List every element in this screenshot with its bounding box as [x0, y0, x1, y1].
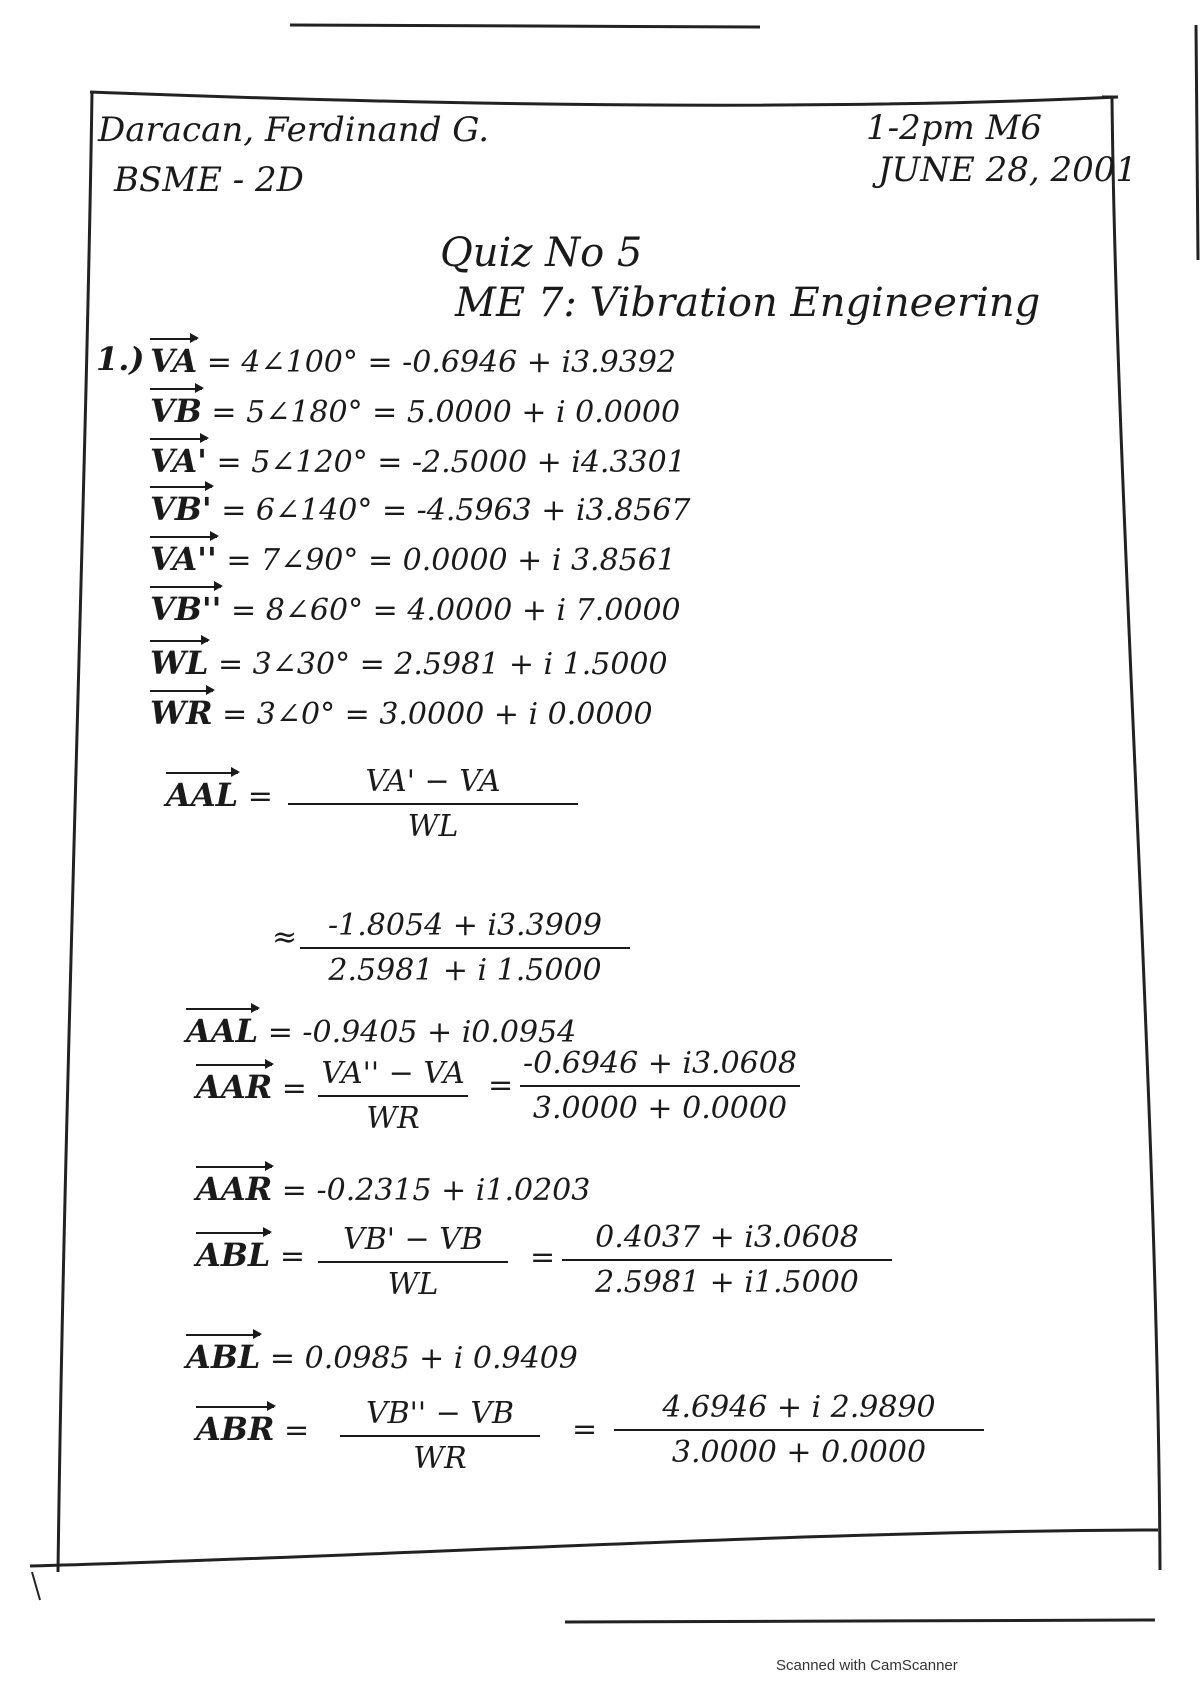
a-br-fraction	[340, 1396, 540, 1476]
result-value: = -0.2315 + i1.0203	[281, 1173, 591, 1208]
given-row: VB'' = 8∠60° = 4.0000 + i 7.0000	[150, 590, 681, 628]
vector-symbol: AAL	[186, 1012, 259, 1050]
equals-sign: =	[488, 1068, 514, 1103]
rect-form: -2.5000 + i4.3301	[411, 445, 686, 480]
a-ar-lhs: AAR =	[196, 1068, 307, 1106]
fraction-denominator: WL	[407, 809, 459, 844]
vector-symbol: WR	[150, 694, 213, 732]
a-al-result	[186, 1012, 576, 1050]
a-ar-subst-fraction	[520, 1046, 800, 1126]
fraction-denominator: 2.5981 + i 1.5000	[328, 953, 602, 988]
rect-form: 3.0000 + i 0.0000	[379, 697, 653, 732]
fraction-denominator: WR	[413, 1441, 467, 1476]
a-br-subst-fraction	[614, 1390, 984, 1470]
fraction-numerator: -1.8054 + i3.3909	[328, 908, 602, 943]
polar-form: 6∠140°	[255, 493, 373, 528]
polar-form: 5∠180°	[246, 395, 363, 430]
given-row: VB = 5∠180° = 5.0000 + i 0.0000	[150, 392, 681, 430]
result-value: 0.0985 + i 0.9409	[304, 1341, 578, 1376]
vector-symbol: AAL	[166, 776, 239, 814]
fraction-bar	[562, 1259, 892, 1261]
result-value: = -0.9405 + i0.0954	[267, 1015, 577, 1050]
fraction-numerator: VB' − VB	[343, 1222, 483, 1257]
vector-symbol: VB	[150, 392, 202, 430]
vector-symbol: ABL	[196, 1236, 271, 1274]
vector-symbol: ABL	[186, 1338, 261, 1376]
fraction-numerator: -0.6946 + i3.0608	[523, 1046, 797, 1081]
a-bl-subst-fraction	[562, 1220, 892, 1300]
fraction-bar	[300, 947, 630, 949]
fraction-numerator: VA'' − VA	[321, 1056, 465, 1091]
polar-form: 3∠30°	[252, 647, 351, 682]
class-schedule: 1-2pm M6	[866, 108, 1043, 148]
a-ar-result	[196, 1170, 590, 1208]
vector-symbol: WL	[150, 644, 209, 682]
problem-number: 1.)	[96, 340, 145, 378]
vector-symbol: AAR	[196, 1068, 273, 1106]
given-row: VA' = 5∠120° = -2.5000 + i4.3301	[150, 442, 686, 480]
vector-symbol: VA''	[150, 540, 217, 578]
polar-form: 3∠0°	[256, 697, 336, 732]
fraction-bar	[340, 1435, 540, 1437]
quiz-date: JUNE 28, 2001	[878, 150, 1138, 190]
fraction-numerator: 0.4037 + i3.0608	[595, 1220, 859, 1255]
fraction-bar	[318, 1261, 508, 1263]
a-br-lhs: ABR =	[196, 1410, 310, 1448]
fraction-denominator: 2.5981 + i1.5000	[595, 1265, 859, 1300]
fraction-denominator: WL	[387, 1267, 439, 1302]
student-name: Daracan, Ferdinand G.	[98, 110, 490, 150]
rect-form: -0.6946 + i3.9392	[402, 345, 677, 380]
fraction-bar	[318, 1095, 468, 1097]
given-row: WR = 3∠0° = 3.0000 + i 0.0000	[150, 694, 653, 732]
fraction-denominator: 3.0000 + 0.0000	[532, 1091, 788, 1126]
given-row: VA = 4∠100° = -0.6946 + i3.9392	[150, 342, 677, 380]
given-row: VB' = 6∠140° = -4.5963 + i3.8567	[150, 490, 691, 528]
fraction-denominator: 3.0000 + 0.0000	[671, 1435, 927, 1470]
rect-form: 0.0000 + i 3.8561	[402, 543, 676, 578]
polar-form: 4∠100°	[241, 345, 358, 380]
rect-form: 2.5981 + i 1.5000	[394, 647, 668, 682]
course-title: ME 7: Vibration Engineering	[455, 280, 1041, 326]
vector-symbol: AAR	[196, 1170, 273, 1208]
a-ar-fraction	[318, 1056, 468, 1136]
polar-form: 8∠60°	[265, 593, 364, 628]
vector-symbol: ABR	[196, 1410, 275, 1448]
fraction-numerator: 4.6946 + i 2.9890	[662, 1390, 936, 1425]
a-al-fraction	[288, 764, 578, 844]
a-bl-result: ABL = 0.0985 + i 0.9409	[186, 1338, 578, 1376]
a-al-lhs: AAL =	[166, 776, 273, 814]
vector-symbol: VB''	[150, 590, 222, 628]
vector-symbol: VB'	[150, 490, 212, 528]
scanner-watermark: Scanned with CamScanner	[776, 1657, 958, 1674]
fraction-numerator: VB'' − VB	[365, 1396, 515, 1431]
given-row: WL = 3∠30° = 2.5981 + i 1.5000	[150, 644, 668, 682]
fraction-bar	[520, 1085, 800, 1087]
vector-symbol: VA'	[150, 442, 207, 480]
polar-form: 7∠90°	[261, 543, 359, 578]
fraction-numerator: VA' − VA	[365, 764, 501, 799]
fraction-denominator: WR	[366, 1101, 420, 1136]
equals-sign: =	[530, 1240, 556, 1275]
fraction-bar	[614, 1429, 984, 1431]
a-al-subst-fraction	[300, 908, 630, 988]
student-section: BSME - 2D	[114, 160, 304, 200]
quiz-title: Quiz No 5	[440, 230, 643, 276]
given-row: VA'' = 7∠90° = 0.0000 + i 3.8561	[150, 540, 676, 578]
vector-symbol: VA	[150, 342, 198, 380]
rect-form: 5.0000 + i 0.0000	[406, 395, 681, 430]
fraction-bar	[288, 803, 578, 805]
a-bl-lhs: ABL =	[196, 1236, 306, 1274]
equals-sign: =	[572, 1412, 598, 1447]
rect-form: -4.5963 + i3.8567	[416, 493, 691, 528]
rect-form: 4.0000 + i 7.0000	[407, 593, 681, 628]
approx-sign: ≈	[272, 920, 298, 955]
a-bl-fraction	[318, 1222, 508, 1302]
polar-form: 5∠120°	[251, 445, 368, 480]
